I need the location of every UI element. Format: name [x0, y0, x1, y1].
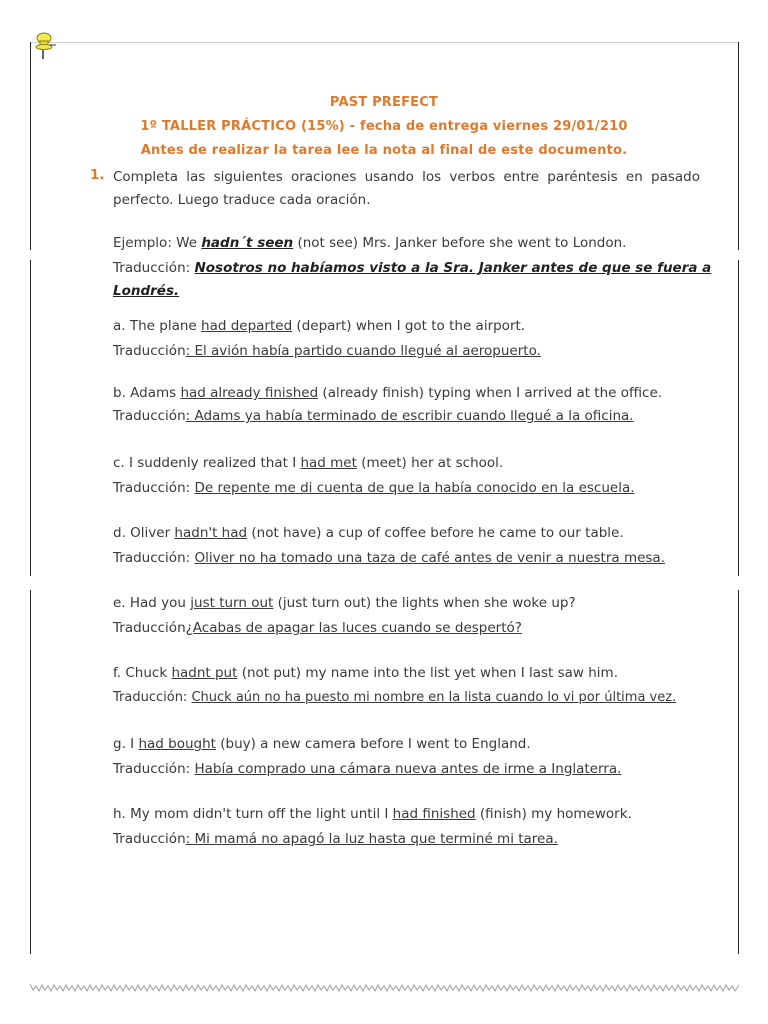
item-answer: had met [300, 455, 357, 471]
item-sentence-end: (not put) my name into the list yet when I last saw him. [237, 665, 618, 681]
item-translation: Había comprado una cámara nueva antes de irme a Inglaterra. [194, 761, 622, 777]
item-sentence-start: c. I suddenly realized that I [113, 455, 301, 471]
translation-label: Traducción: [113, 480, 195, 496]
item-answer: had already finished [180, 385, 319, 401]
item-sentence-end: (meet) her at school. [356, 455, 504, 471]
translation-label: Traducción [113, 343, 186, 359]
item-answer: had departed [201, 318, 293, 334]
item-answer: had finished [392, 806, 476, 822]
document-subtitle: 1º TALLER PRÁCTICO (15%) - fecha de entrega viernes 29/01/210 [140, 119, 628, 134]
list-item-g [113, 736, 531, 752]
item-sentence-end: (already finish) typing when I arrived at the office. [318, 385, 663, 401]
translation-label: Traducción: [113, 260, 195, 276]
item-sentence-end: (just turn out) the lights when she woke up? [273, 595, 576, 611]
example-translation-text: Nosotros no habíamos visto a la Sra. Janker antes de que se fuera a [194, 260, 712, 276]
list-item-a-translation [113, 343, 541, 359]
item-answer: just turn out [190, 595, 274, 611]
list-item-b [113, 385, 662, 401]
item-sentence-start: b. Adams [113, 385, 181, 401]
example-translation-cont [113, 283, 179, 299]
item-translation: : El avión había partido cuando llegué al aeropuerto. [185, 343, 541, 359]
translation-label: Traducción: [113, 550, 195, 566]
list-item-c-translation [113, 480, 635, 496]
list-item-g-translation [113, 761, 621, 777]
item-sentence-start: a. The plane [113, 318, 202, 334]
example-prefix: Ejemplo: We [113, 235, 202, 251]
item-translation: Oliver no ha tomado una taza de café antes de venir a nuestra mesa. [194, 550, 665, 566]
item-sentence-start: g. I [113, 736, 139, 752]
list-item-h [113, 806, 632, 822]
document-title: PAST PREFECT [329, 95, 439, 110]
document-note: Antes de realizar la tarea lee la nota al final de este documento. [140, 143, 628, 158]
item-answer: hadnt put [171, 665, 238, 681]
translation-label: Traducción [113, 408, 186, 424]
list-item-f [113, 665, 618, 681]
list-item-d [113, 525, 624, 541]
list-item-e [113, 595, 576, 611]
item-translation: ¿Acabas de apagar las luces cuando se despertó? [185, 620, 522, 636]
example-sentence [113, 235, 626, 251]
item-sentence-end: (finish) my homework. [475, 806, 632, 822]
example-translation [113, 260, 711, 276]
item-answer: hadn't had [174, 525, 248, 541]
item-sentence-start: h. My mom didn't turn off the light until I [113, 806, 393, 822]
item-translation: De repente me di cuenta de que la había conocido en la escuela. [194, 480, 635, 496]
translation-label: Traducción: [113, 690, 192, 705]
list-item-c [113, 455, 503, 471]
example-suffix: (not see) Mrs. Janker before she went to London. [293, 235, 627, 251]
item-sentence-start: f. Chuck [113, 665, 172, 681]
list-item-d-translation [113, 550, 665, 566]
exercise-number: 1. [90, 167, 105, 183]
item-sentence-end: (buy) a new camera before I went to England. [215, 736, 531, 752]
list-item-b-translation [113, 408, 634, 424]
item-sentence-end: (depart) when I got to the airport. [292, 318, 526, 334]
translation-label: Traducción [113, 620, 186, 636]
list-item-a [113, 318, 525, 334]
example-answer: hadn´t seen [201, 235, 294, 251]
translation-label: Traducción: [113, 761, 195, 777]
exercise-instruction: Completa las siguientes oraciones usando los verbos entre paréntesis en pasado perfecto. Luego traduce cada oración. [113, 169, 700, 208]
item-answer: had bought [138, 736, 216, 752]
item-translation: : Mi mamá no apagó la luz hasta que terminé mi tarea. [185, 831, 558, 847]
item-translation: : Adams ya había terminado de escribir cuando llegué a la oficina. [185, 408, 634, 424]
list-item-f-translation [113, 690, 676, 705]
translation-label: Traducción [113, 831, 186, 847]
list-item-h-translation [113, 831, 558, 847]
item-sentence-end: (not have) a cup of coffee before he came to our table. [247, 525, 624, 541]
list-item-e-translation [113, 620, 522, 636]
item-translation: Chuck aún no ha puesto mi nombre en la lista cuando lo vi por última vez. [191, 690, 677, 705]
item-sentence-start: d. Oliver [113, 525, 175, 541]
example-translation-text-2: Londrés. [113, 283, 180, 299]
item-sentence-start: e. Had you [113, 595, 191, 611]
